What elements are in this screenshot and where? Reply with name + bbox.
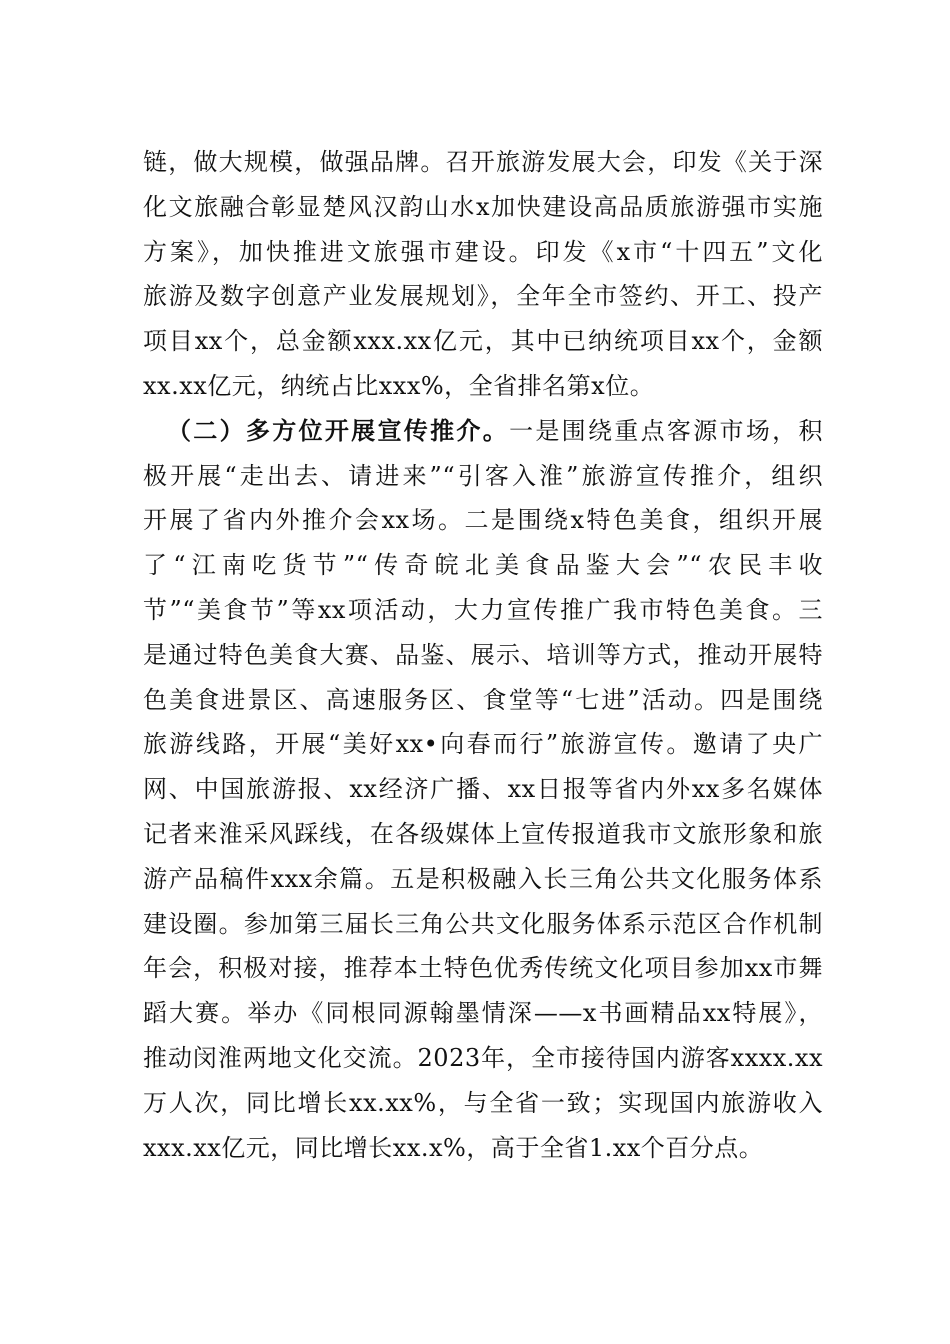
paragraph-line: 化文旅融合彰显楚风汉韵山水x加快建设高品质旅游强市实施 — [143, 192, 823, 221]
paragraph-line: 旅游及数字创意产业发展规划》，全年全市签约、开工、投产 — [143, 282, 823, 311]
paragraph-line: 万人次，同比增长xx.xx%，与全省一致；实现国内旅游收入 — [143, 1088, 823, 1117]
paragraph-line: 方案》，加快推进文旅强市建设。印发《x市“十四五”文化 — [143, 237, 823, 266]
paragraph-line: 蹈大赛。举办《同根同源翰墨情深——x书画精品xx特展》， — [143, 999, 823, 1028]
paragraph-line: 推动闵淮两地文化交流。2023年，全市接待国内游客xxxx.xx — [143, 1043, 823, 1072]
paragraph-line-rest: 一是围绕重点客源市场，积 — [509, 416, 823, 445]
paragraph-line: 节”“美食节”等xx项活动，大力宣传推广我市特色美食。三 — [143, 595, 823, 624]
document-body — [143, 140, 823, 1170]
paragraph-line: 了“江南吃货节”“传奇皖北美食品鉴大会”“农民丰收 — [143, 551, 823, 580]
paragraph-line: 链，做大规模，做强品牌。召开旅游发展大会，印发《关于深 — [143, 148, 823, 176]
paragraph-line: 项目xx个，总金额xxx.xx亿元，其中已纳统项目xx个，金额 — [143, 327, 823, 356]
section-heading: （二）多方位开展宣传推介。 — [167, 415, 510, 445]
paragraph-line: 记者来淮采风踩线，在各级媒体上宣传报道我市文旅形象和旅 — [143, 819, 823, 848]
paragraph-1 — [143, 140, 823, 409]
paragraph-line: 旅游线路，开展“美好xx•向春而行”旅游宣传。邀请了央广 — [143, 730, 823, 759]
paragraph-line: 开展了省内外推介会xx场。二是围绕x特色美食，组织开展 — [143, 506, 823, 535]
paragraph-line: 网、中国旅游报、xx经济广播、xx日报等省内外xx多名媒体 — [143, 775, 823, 804]
paragraph-line: xx.xx亿元，纳统占比xxx%，全省排名第x位。 — [143, 371, 655, 400]
paragraph-line: 极开展“走出去、请进来”“引客入淮”旅游宣传推介，组织 — [143, 461, 823, 490]
paragraph-line: 游产品稿件xxx余篇。五是积极融入长三角公共文化服务体系 — [143, 864, 823, 893]
paragraph-first-line — [143, 409, 823, 454]
paragraph-line: xxx.xx亿元，同比增长xx.x%，高于全省1.xx个百分点。 — [143, 1133, 764, 1162]
paragraph-2 — [143, 409, 823, 1171]
paragraph-line: 建设圈。参加第三届长三角公共文化服务体系示范区合作机制 — [143, 909, 823, 938]
paragraph-line: 色美食进景区、高速服务区、食堂等“七进”活动。四是围绕 — [143, 685, 823, 714]
paragraph-line: 年会，积极对接，推荐本土特色优秀传统文化项目参加xx市舞 — [143, 954, 823, 983]
paragraph-line: 是通过特色美食大赛、品鉴、展示、培训等方式，推动开展特 — [143, 640, 823, 669]
